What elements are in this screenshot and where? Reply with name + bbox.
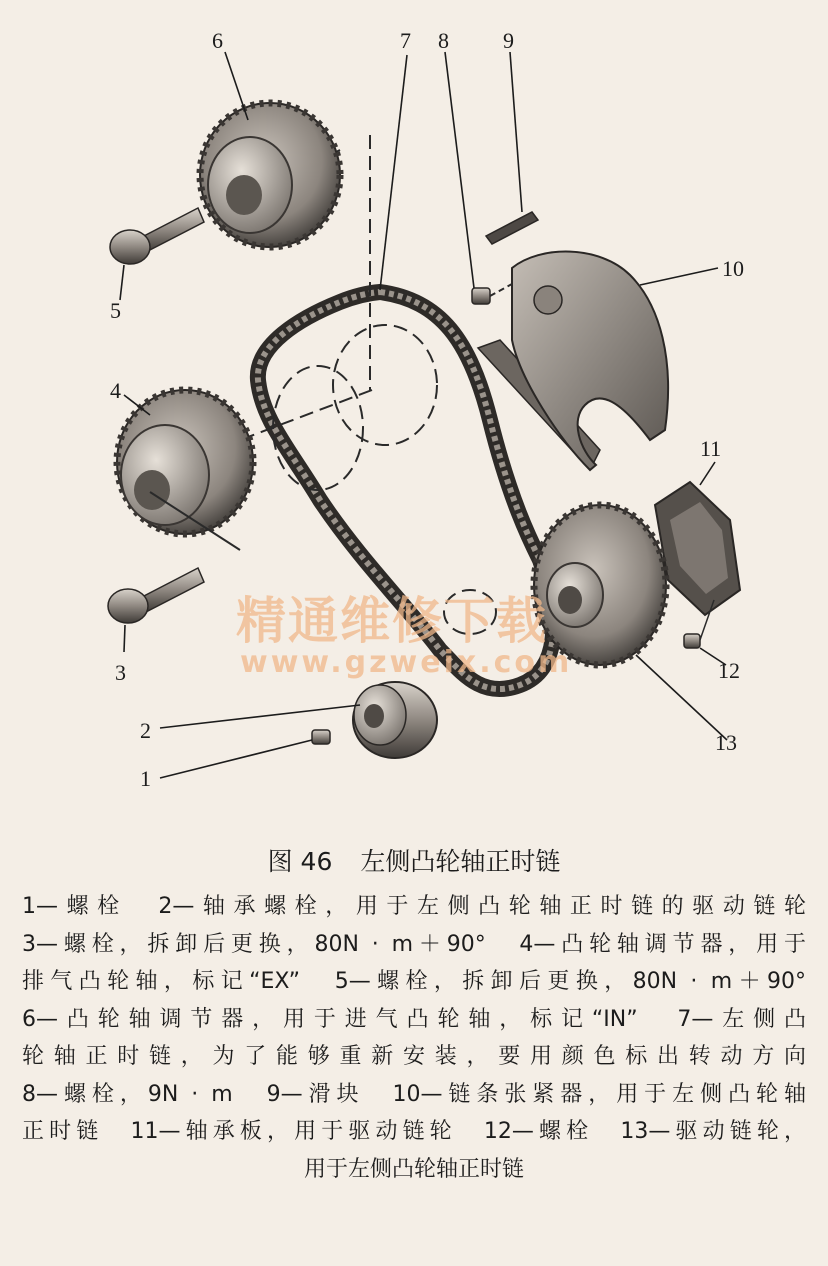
callout-13: 13: [715, 730, 737, 755]
watermark-url: www.gzweix.com: [240, 645, 573, 680]
callout-5: 5: [110, 298, 121, 323]
callout-6: 6: [212, 28, 223, 53]
figure-title-text: 左侧凸轮轴正时链: [360, 847, 561, 876]
legend-line: 轮轴正时链，为了能够重新安装，要用颜色标出转动方向: [22, 1044, 806, 1069]
callout-12: 12: [718, 658, 740, 683]
callout-9: 9: [503, 28, 514, 53]
bolt-3: [108, 568, 204, 623]
callout-2: 2: [140, 718, 151, 743]
legend-line: 6—凸轮轴调节器，用于进气凸轮轴，标记“IN” 7—左侧凸: [22, 1006, 806, 1032]
legend-line: 用于左侧凸轮轴正时链: [303, 1156, 524, 1182]
legend-line: 正时链 11—轴承板，用于驱动链轮 12—螺栓 13—驱动链轮，: [22, 1119, 806, 1144]
figure-caption: [0, 840, 828, 1188]
camshaft-adjuster-exhaust: [117, 390, 253, 550]
legend-line: 8—螺栓，9N · m 9—滑块 10—链条张紧器，用于左侧凸轮轴: [22, 1081, 806, 1107]
chain-tensioner: [478, 252, 668, 470]
drive-sprocket: [534, 505, 666, 665]
figure-number: 图 46: [267, 847, 333, 876]
callout-7: 7: [400, 28, 411, 53]
bolt-1: [312, 730, 330, 744]
callout-10: 10: [722, 256, 744, 281]
bolt-8: [472, 284, 512, 304]
watermark-text: 精通维修下载: [236, 592, 548, 650]
camshaft-adjuster-intake: [200, 103, 340, 247]
callout-3: 3: [115, 660, 126, 685]
legend-line: 3—螺栓，拆卸后更换，80N · m＋90° 4—凸轮轴调节器，用于: [22, 931, 806, 957]
figure-title: [0, 840, 828, 884]
bolt-5: [110, 208, 204, 264]
watermark: [236, 592, 572, 680]
bearing-bolt: [353, 682, 437, 758]
callout-8: 8: [438, 28, 449, 53]
callout-11: 11: [700, 436, 722, 461]
legend-line: 1—螺栓 2—轴承螺栓，用于左侧凸轮轴正时链的驱动链轮: [22, 894, 806, 919]
legend-line: 排气凸轮轴，标记“EX” 5—螺栓，拆卸后更换，80N · m＋90°: [22, 969, 806, 994]
callout-1: 1: [140, 766, 151, 791]
slide-9: [486, 212, 538, 244]
callout-4: 4: [110, 378, 121, 403]
